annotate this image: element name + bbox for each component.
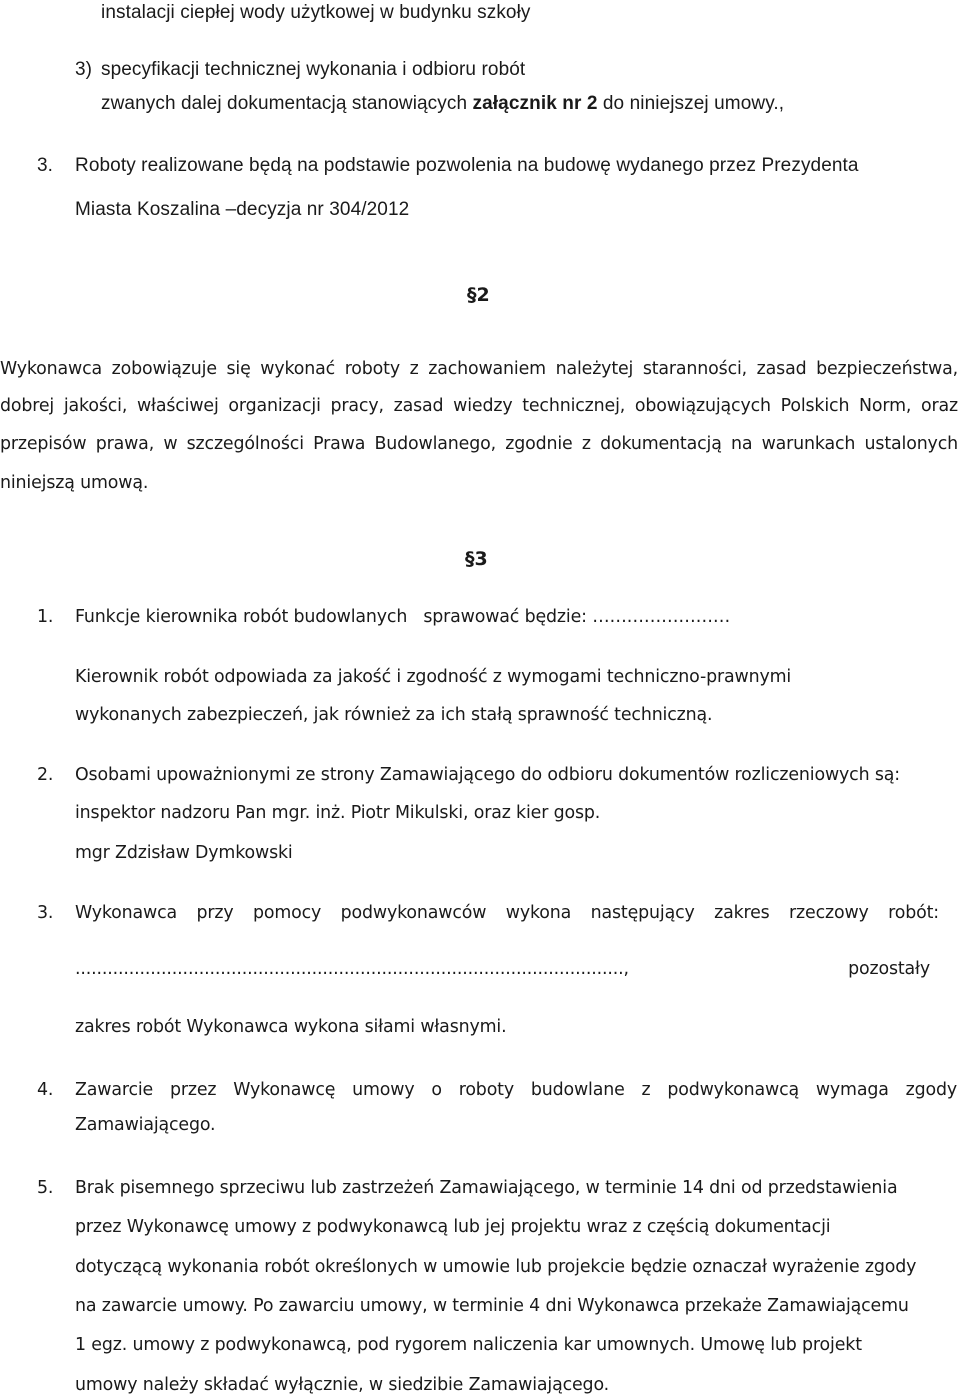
list-item-text: zakres robót Wykonawca wykona siłami własnymi. [75,1017,507,1037]
paragraph-line: Wykonawca zobowiązuje się wykonać roboty z zachowaniem należytej staranności, zasad bezpieczeństwa, [0,359,958,379]
summary-text: zwanych dalej dokumentacją stanowiących [101,93,473,114]
list-item-text: umowy należy składać wyłącznie, w siedzibie Zamawiającego. [75,1375,610,1395]
attachment-summary [101,92,784,116]
list-number: 1. [37,607,54,627]
paragraph-line: niniejszą umową. [0,473,149,493]
list-number: 3) [75,59,93,80]
list-item-text: mgr Zdzisław Dymkowski [75,843,293,863]
point-text: Roboty realizowane będą na podstawie pozwolenia na budowę wydanego przez Prezydenta [75,155,859,176]
list-item-text: Funkcje kierownika robót budowlanych sprawować będzie: …………………… [75,607,731,627]
list-item-text: Zamawiającego. [75,1115,216,1135]
list-item-text: wykonanych zabezpieczeń, jak również za ich stałą sprawność techniczną. [75,705,713,725]
list-item-text: Zawarcie przez Wykonawcę umowy o roboty budowlane z podwykonawcą wymaga zgody [75,1080,957,1100]
list-item-text: przez Wykonawcę umowy z podwykonawcą lub jej projektu wraz z częścią dokumentacji [75,1217,831,1237]
list-number: 2. [37,765,54,785]
attachment-reference: załącznik nr 2 [472,93,598,114]
list-item-text: Brak pisemnego sprzeciwu lub zastrzeżeń Zamawiającego, w terminie 14 dni od przedstawienia [75,1178,898,1198]
list-item-text: Osobami upoważnionymi ze strony Zamawiającego do odbioru dokumentów rozliczeniowych są: [75,765,900,785]
point-text: Miasta Koszalina –decyzja nr 304/2012 [75,199,410,220]
list-item-text: specyfikacji technicznej wykonania i odbioru robót [101,59,526,80]
list-item-text: na zawarcie umowy. Po zawarciu umowy, w terminie 4 dni Wykonawca przekaże Zamawiającemu [75,1296,909,1316]
section-heading: §3 [465,548,488,570]
list-number: 4. [37,1080,54,1100]
point-number: 3. [37,155,54,176]
list-item-text: Kierownik robót odpowiada za jakość i zgodność z wymogami techniczno-prawnymi [75,667,792,687]
list-item-text: Wykonawca przy pomocy podwykonawców wykona następujący zakres rzeczowy robót: [75,903,939,923]
list-item-text: 1 egz. umowy z podwykonawcą, pod rygorem naliczenia kar umownych. Umowę lub projekt [75,1335,862,1355]
section-heading: §2 [467,284,490,306]
paragraph-line: przepisów prawa, w szczególności Prawa Budowlanego, zgodnie z dokumentacją na warunkach ustalonych [0,434,958,454]
list-item-text: inspektor nadzoru Pan mgr. inż. Piotr Mikulski, oraz kier gosp. [75,803,601,823]
list-item-text: dotyczącą wykonania robót określonych w umowie lub projekcie będzie oznaczał wyrażenie zgody [75,1257,917,1277]
list-item-text: ......................................................................................................, pozostały [75,959,930,979]
list-number: 5. [37,1178,54,1198]
intro-line: instalacji ciepłej wody użytkowej w budynku szkoły [101,2,531,23]
paragraph-line: dobrej jakości, właściwej organizacji pracy, zasad wiedzy technicznej, obowiązujących Polskich Norm, oraz [0,396,958,416]
summary-text-end: do niniejszej umowy., [597,93,785,114]
list-number: 3. [37,903,54,923]
